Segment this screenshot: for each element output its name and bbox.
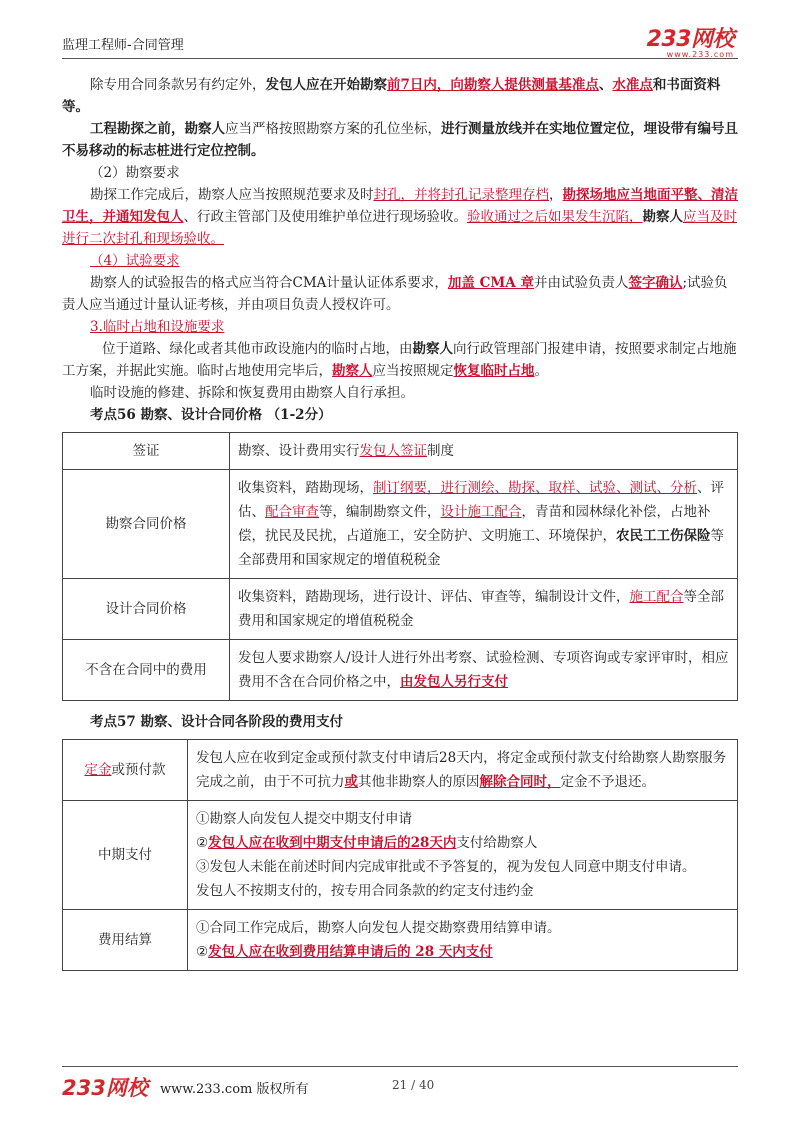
text: 除专用合同条款另有约定外，	[90, 77, 266, 93]
logo-url: www.233.com	[666, 50, 734, 59]
line: ①合同工作完成后，勘察人向发包人提交勘察费用结算申请。	[196, 920, 561, 936]
row-label	[63, 740, 188, 801]
text: 其他非勘察人的原因	[358, 774, 480, 790]
text: 支付给勘察人	[456, 835, 538, 851]
text: 勘察人的试验报告的格式应当符合CMA计量认证体系要求，	[90, 275, 448, 291]
text-highlight: 施工配合	[629, 589, 684, 605]
text-highlight: 勘探场地应当地面平整、清洁卫生，并通知发包人	[62, 187, 738, 225]
kaodian-57-title: 考点57 勘察、设计合同各阶段的费用支付	[90, 714, 343, 730]
text: ;试验负责人应当通过计量认证考核，并由项目负责人授权许可。	[62, 275, 728, 313]
row-label: 不含在合同中的费用	[63, 640, 230, 701]
row-content	[230, 470, 738, 579]
footer-divider	[62, 1066, 738, 1067]
text: ②	[196, 944, 209, 960]
subsection-4-title: （4）试验要求	[90, 253, 180, 269]
text-highlight: 设计施工配合	[440, 504, 522, 520]
paragraph-6: 临时设施的修建、拆除和恢复费用由勘察人自行承担。	[90, 385, 414, 401]
text: 。	[534, 363, 548, 379]
table-row	[63, 433, 738, 470]
row-label: 费用结算	[63, 910, 188, 971]
logo-text: 233网校	[646, 27, 734, 52]
text: 等全部费用和国家规定的增值税税金	[238, 589, 724, 629]
text-highlight: 解除合同时，	[479, 774, 561, 790]
text-bold: 勘察人	[412, 341, 453, 357]
text-highlight: 定金	[84, 762, 112, 778]
document-body	[62, 74, 738, 981]
row-label: 签证	[63, 433, 230, 470]
footer-copyright: www.233.com 版权所有	[160, 1082, 309, 1097]
text: 应当按照规定	[372, 363, 454, 379]
text: 并由试验负责人	[533, 275, 629, 291]
text-highlight: 恢复临时占地	[453, 363, 535, 379]
text: 、评估、	[238, 480, 724, 520]
price-table	[62, 432, 738, 701]
row-content	[230, 640, 738, 701]
page-number: 21 / 40	[392, 1078, 435, 1092]
text: 收集资料，踏勘现场，	[238, 480, 373, 496]
table-row	[63, 801, 738, 910]
line: ①勘察人向发包人提交中期支付申请	[196, 811, 412, 827]
text-highlight: 制订纲要，进行测绘、勘探、取样、试验、测试、分析	[373, 480, 697, 496]
text-bold: 农民工工伤保险	[616, 528, 711, 544]
text-highlight: 签字确认	[628, 275, 683, 291]
text-highlight: 加盖 CMA 章	[447, 275, 534, 291]
text: 或预付款	[111, 762, 166, 778]
table-row	[63, 910, 738, 971]
line: 发包人不按期支付的，按专用合同条款的约定支付违约金	[196, 883, 534, 899]
text: 定金不予退还。	[560, 774, 655, 790]
text: 发包人应在收到定金或预付款支付申请后28天内，将定金或预付款支付给勘察人勘察服务完成之前，由于不可抗力	[196, 750, 727, 790]
text: 收集资料，踏勘现场，进行设计、评估、审查等，编制设计文件，	[238, 589, 630, 605]
text-highlight: 勘察人	[332, 363, 373, 379]
brand-logo	[647, 22, 734, 59]
text: 向行政管理部门报建申请，按照要求制定占地施工方案，并据此实施。临时占地使用完毕后，	[62, 341, 737, 379]
text-bold: 勘察人	[642, 209, 683, 225]
text-highlight: 水准点	[612, 77, 653, 93]
line: ③发包人未能在前述时间内完成审批或不予答复的，视为发包人同意中期支付申请。	[196, 859, 696, 875]
text: 应当严格按照勘察方案的孔位坐标，	[225, 121, 441, 137]
text-highlight: 发包人应在收到中期支付申请后的28天内	[208, 835, 457, 851]
footer-logo: 233网校	[62, 1076, 148, 1100]
text-highlight: 前7日内，向勘察人提供测量基准点	[387, 77, 599, 93]
row-content	[230, 433, 738, 470]
text-highlight: 验收通过之后如果发生沉陷，	[467, 209, 643, 225]
text-bold: 工程勘探之前，	[90, 121, 185, 137]
text-bold: 发包人应在开始勘察	[265, 77, 387, 93]
text: 勘察、设计费用实行	[238, 443, 360, 459]
paragraph-1	[62, 74, 738, 118]
row-label: 勘察合同价格	[63, 470, 230, 579]
text-highlight: 发包人签证	[359, 443, 427, 459]
text-bold: 进行测量放线并在实地位置定位，埋设带有编号且不易移动的标志桩进行定位控制。	[62, 121, 738, 159]
text-bold: 和书面资料等。	[62, 77, 721, 115]
text: 位于道路、绿化或者其他市政设施内的临时占地，由	[102, 341, 413, 357]
text: ②	[196, 835, 209, 851]
row-content	[188, 740, 738, 801]
text-highlight: 配合审查	[265, 504, 319, 520]
paragraph-3	[62, 184, 738, 250]
table-row	[63, 470, 738, 579]
line	[196, 831, 729, 855]
table-row	[63, 640, 738, 701]
header-divider	[62, 58, 738, 59]
text: 发包人要求勘察人/设计人进行外出考察、试验检测、专项咨询或专家评审时，相应费用不含在合同价格之中，	[238, 650, 729, 690]
line	[196, 940, 729, 964]
text: 等全部费用和国家规定的增值税税金	[238, 528, 724, 568]
payment-table	[62, 739, 738, 971]
text-highlight: 应当及时进行二次封孔和现场验收。	[62, 209, 737, 247]
paragraph-2	[62, 118, 738, 162]
text: 勘探工作完成后，勘察人应当按照规范要求及时	[90, 187, 374, 203]
text: 制度	[427, 443, 454, 459]
text: 、行政主管部门及使用维护单位进行现场验收。	[183, 209, 467, 225]
kaodian-56-title: 考点56 勘察、设计合同价格 （1-2分）	[90, 407, 332, 423]
text-highlight: 由发包人另行支付	[400, 674, 508, 690]
row-label: 设计合同价格	[63, 579, 230, 640]
row-label: 中期支付	[63, 801, 188, 910]
row-content	[230, 579, 738, 640]
text-highlight: 或	[344, 774, 358, 790]
header-title: 监理工程师-合同管理	[62, 38, 184, 53]
text: ，青苗和园林绿化补偿，占地补偿，扰民及民扰，占道施工，安全防护、文明施工、环境保护，	[238, 504, 711, 544]
section-3-title: 3.临时占地和设施要求	[90, 319, 225, 335]
text-highlight: 发包人应在收到费用结算申请后的 28 天内支付	[208, 944, 493, 960]
paragraph-4	[62, 272, 738, 316]
row-content	[188, 910, 738, 971]
table-row	[63, 740, 738, 801]
text-highlight: 封孔，并将封孔记录整理存档	[373, 187, 549, 203]
subsection-2-title: （2）勘察要求	[90, 165, 180, 181]
text-bold: 勘察人	[184, 121, 225, 137]
paragraph-5	[62, 338, 738, 382]
text: 等，编制勘察文件，	[319, 504, 441, 520]
text: 、	[598, 77, 613, 93]
row-content	[188, 801, 738, 910]
table-row	[63, 579, 738, 640]
text: ，	[549, 187, 563, 203]
